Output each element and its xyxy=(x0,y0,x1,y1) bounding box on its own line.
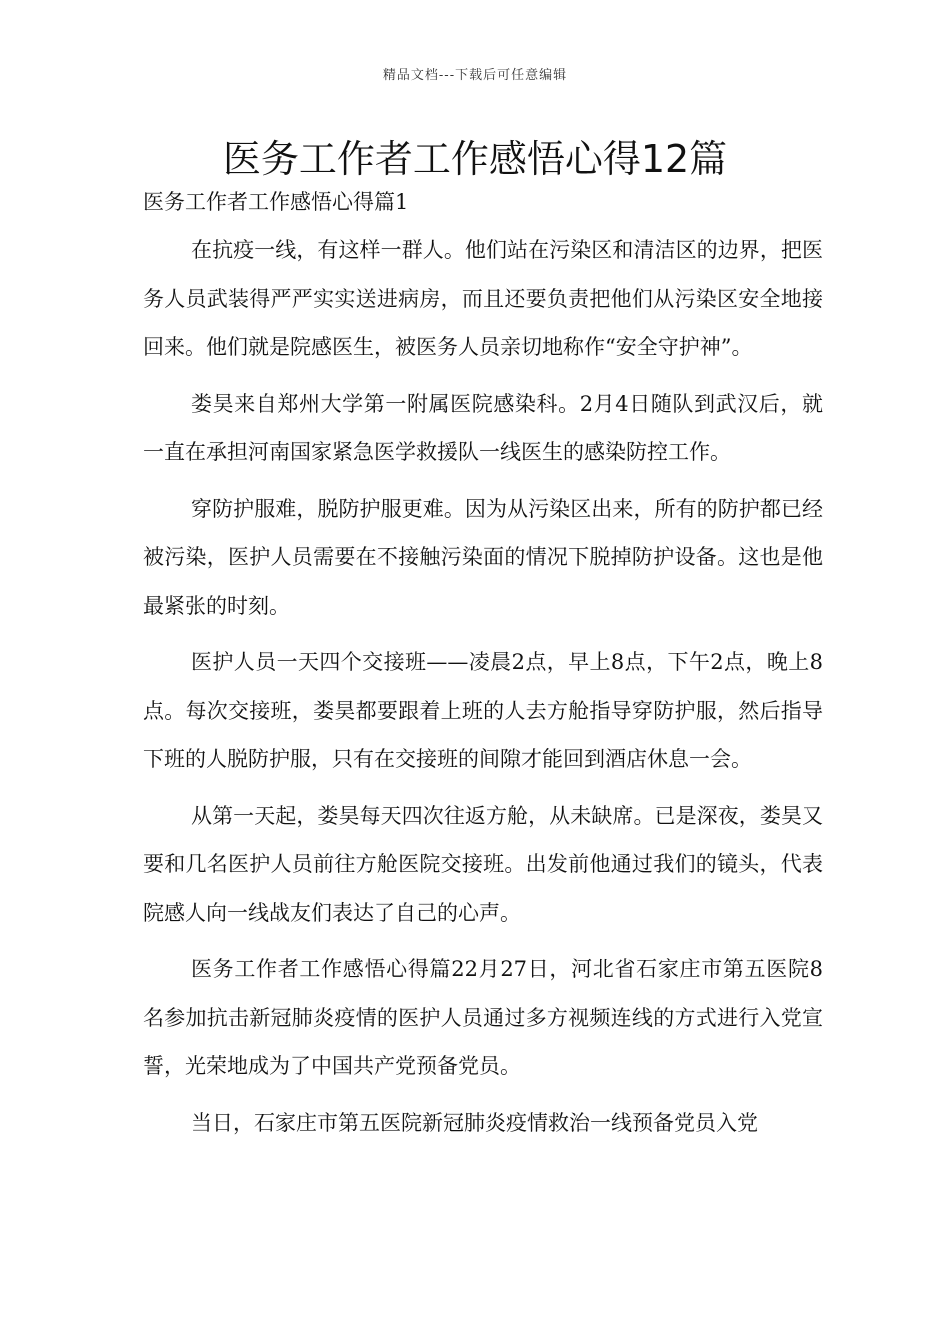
paragraph: 当日，石家庄市第五医院新冠肺炎疫情救治一线预备党员入党 xyxy=(191,1110,758,1135)
paragraph: 医护人员一天四个交接班——凌晨2点，早上8点，下午2点，晚上8点。每次交接班，娄昊都要跟着上班的人去方舱指导穿防护服，然后指导下班的人脱防护服，只有在交接班的间隙才能回到酒店休息一会。 xyxy=(143,650,823,771)
paragraph: 娄昊来自郑州大学第一附属医院感染科。2月4日随队到武汉后，就一直在承担河南国家紧急医学救援队一线医生的感染防控工作。 xyxy=(143,391,823,464)
document-title: 医务工作者工作感悟心得12篇 xyxy=(222,137,728,181)
section-subtitle: 医务工作者工作感悟心得篇1 xyxy=(143,190,409,214)
header-note: 精品文档---下载后可任意编辑 xyxy=(382,68,568,83)
paragraph: 医务工作者工作感悟心得篇22月27日，河北省石家庄市第五医院8名参加抗击新冠肺炎疫情的医护人员通过多方视频连线的方式进行入党宣誓，光荣地成为了中国共产党预备党员。 xyxy=(143,957,823,1078)
paragraph: 在抗疫一线，有这样一群人。他们站在污染区和清洁区的边界，把医务人员武装得严严实实送进病房，而且还要负责把他们从污染区安全地接回来。他们就是院感医生，被医务人员亲切地称作“安全守护神”。 xyxy=(143,238,823,359)
paragraph: 从第一天起，娄昊每天四次往返方舱，从未缺席。已是深夜，娄昊又要和几名医护人员前往方舱医院交接班。出发前他通过我们的镜头，代表院感人向一线战友们表达了自己的心声。 xyxy=(143,803,823,925)
paragraph: 穿防护服难，脱防护服更难。因为从污染区出来，所有的防护都已经被污染，医护人员需要在不接触污染面的情况下脱掉防护设备。这也是他最紧张的时刻。 xyxy=(143,496,823,618)
body-text xyxy=(143,226,823,1155)
